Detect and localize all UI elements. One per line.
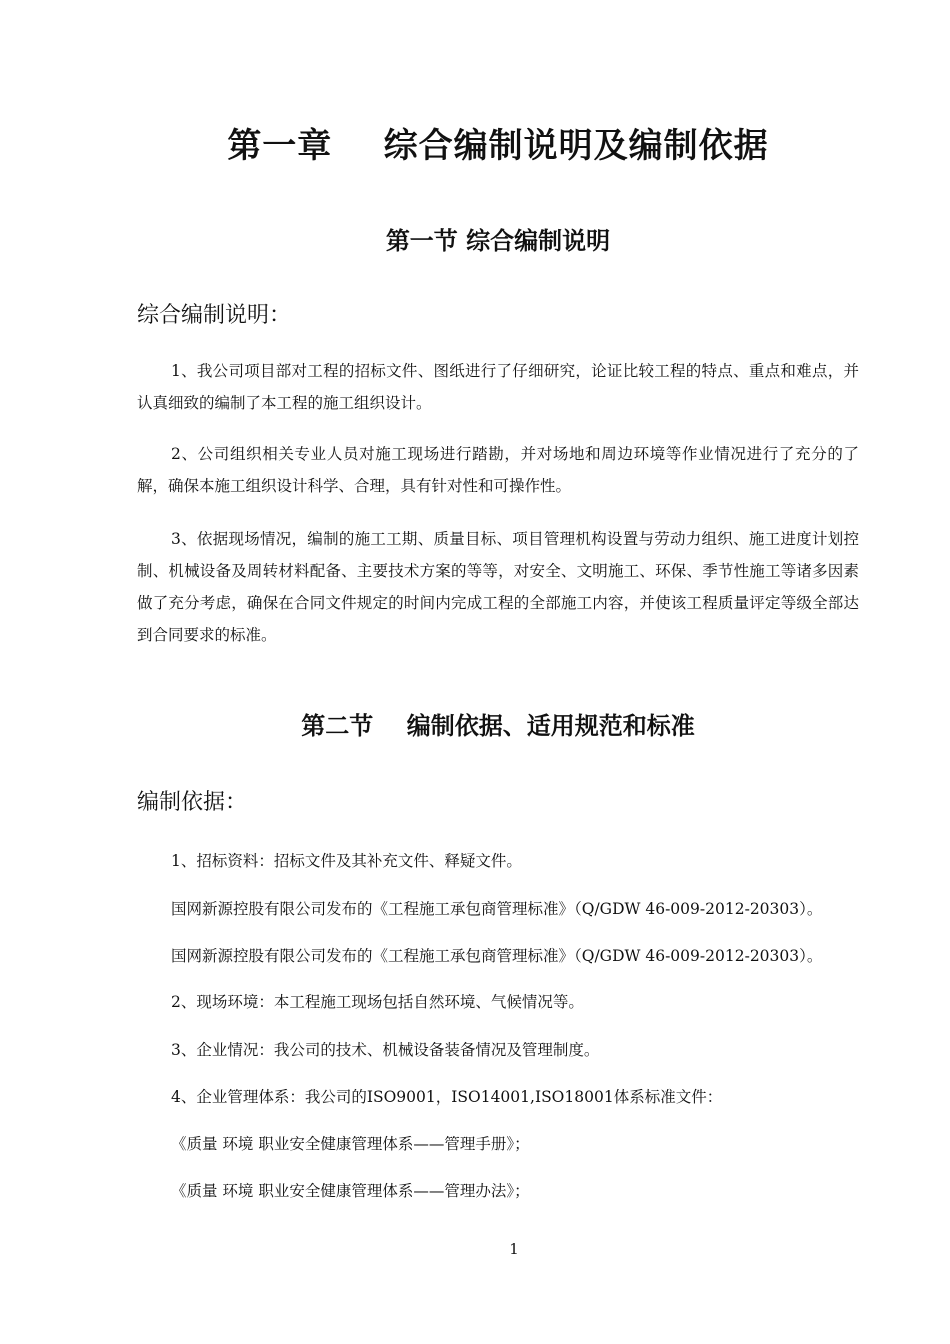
basis-line-7: 《质量 环境 职业安全健康管理体系——管理手册》； — [171, 1135, 530, 1153]
section-1-paragraph-1: 1、我公司项目部对工程的招标文件、图纸进行了仔细研究，论证比较工程的特点、重点和难点，并认真细致的编制了本工程的施工组织设计。 — [137, 362, 859, 412]
section-1-heading: 综合编制说明： — [137, 303, 292, 328]
basis-line-2: 国网新源控股有限公司发布的《工程施工承包商管理标准》（Q/GDW 46-009-2012-20303）。 — [171, 900, 823, 918]
page-number: 1 — [509, 1240, 519, 1258]
basis-line-8: 《质量 环境 职业安全健康管理体系——管理办法》； — [171, 1182, 530, 1200]
basis-line-5: 3、企业情况：我公司的技术、机械设备装备情况及管理制度。 — [171, 1041, 600, 1059]
basis-line-6: 4、企业管理体系：我公司的ISO9001，ISO14001,ISO18001体系标准文件： — [171, 1088, 723, 1106]
chapter-title: 第一章 综合编制说明及编制依据 — [227, 126, 769, 166]
basis-line-1: 1、招标资料：招标文件及其补充文件、释疑文件。 — [171, 852, 522, 870]
section-1-title: 第一节 综合编制说明 — [385, 226, 611, 255]
basis-line-4: 2、现场环境：本工程施工现场包括自然环境、气候情况等。 — [171, 993, 584, 1011]
section-1-paragraph-2: 2、公司组织相关专业人员对施工现场进行踏勘，并对场地和周边环境等作业情况进行了充分的了解，确保本施工组织设计科学、合理，具有针对性和可操作性。 — [137, 445, 859, 495]
section-2-heading: 编制依据： — [137, 790, 248, 815]
basis-line-3: 国网新源控股有限公司发布的《工程施工承包商管理标准》（Q/GDW 46-009-2012-20303）。 — [171, 947, 823, 965]
section-2-title: 第二节 编制依据、适用规范和标准 — [301, 711, 695, 740]
section-1-paragraph-3: 3、依据现场情况，编制的施工工期、质量目标、项目管理机构设置与劳动力组织、施工进度计划控制、机械设备及周转材料配备、主要技术方案的等等，对安全、文明施工、环保、季节性施工等诸多因素做了充分考虑，确保在合同文件规定的时间内完成工程的全部施工内容，并使该工程质量评定等级全部达到合同要求的标准。 — [137, 530, 859, 644]
